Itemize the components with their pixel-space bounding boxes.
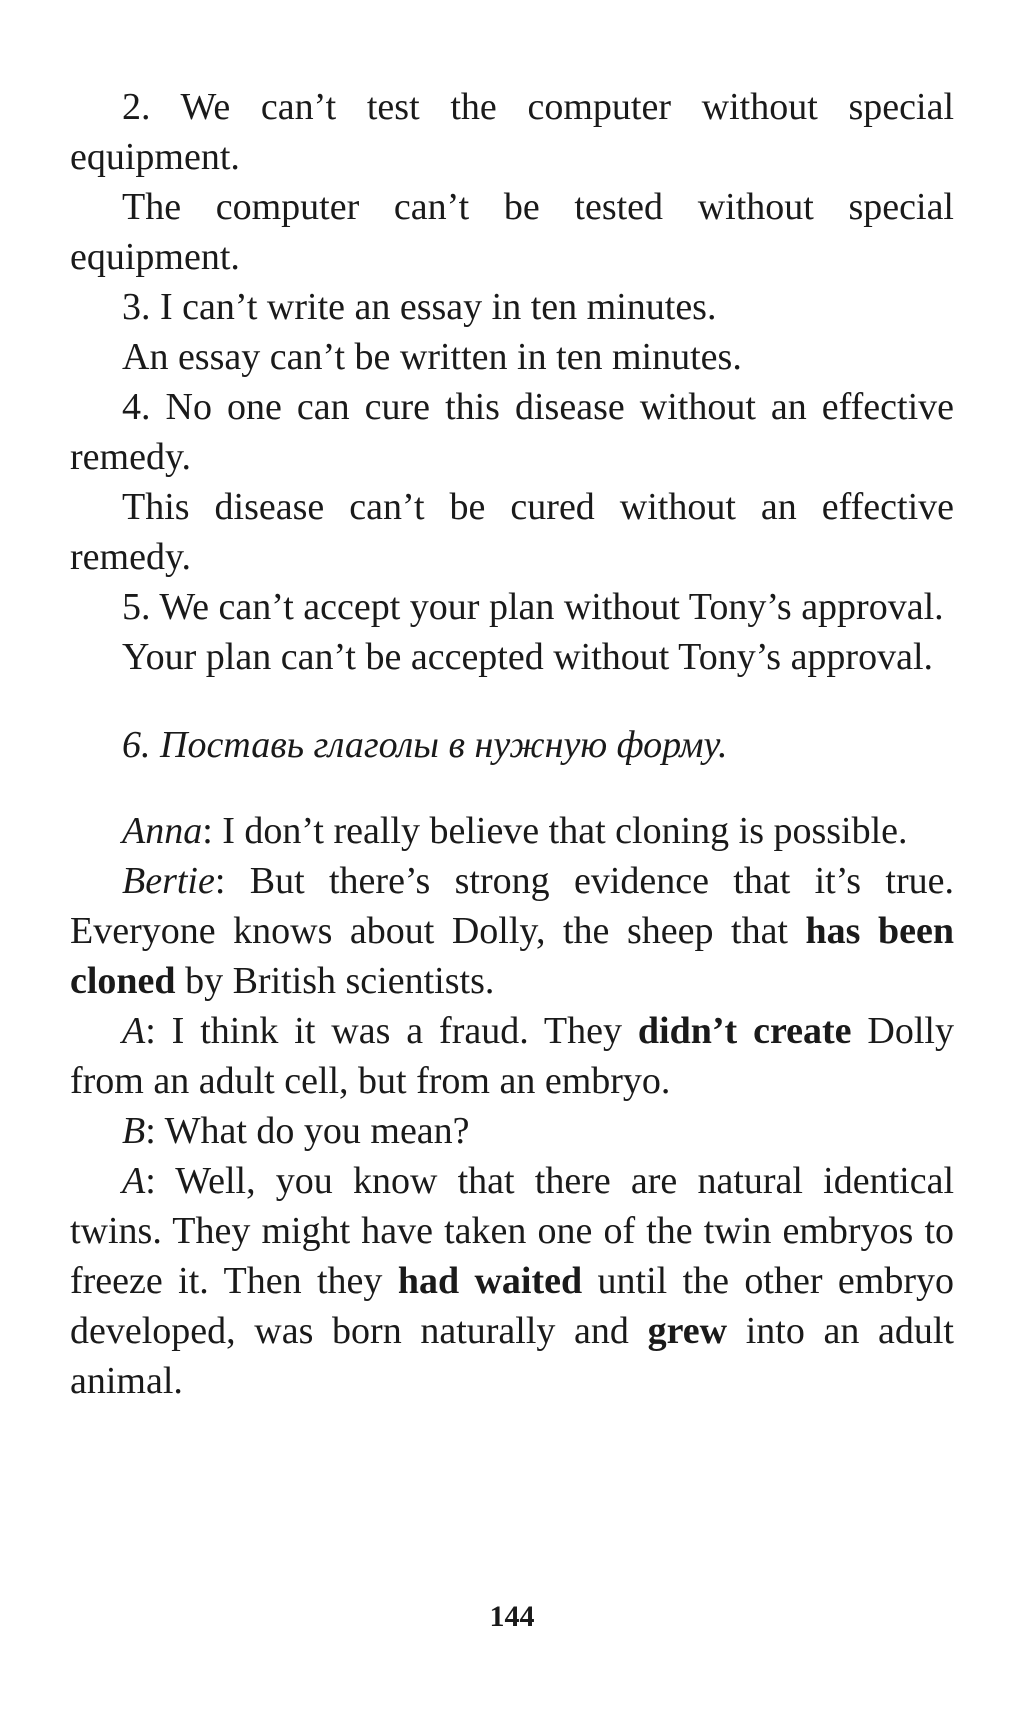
dialogue-text: until the other embryo developed, was born naturally and: [70, 1260, 954, 1352]
sentence-2-passive: The computer can’t be tested without special equipment.: [70, 186, 954, 278]
dialogue-text: : I don’t really believe that cloning is possible.: [202, 810, 908, 852]
dialogue-text: : What do you mean?: [145, 1110, 470, 1152]
speaker-name: Bertie: [122, 860, 215, 902]
speaker-name: B: [122, 1110, 146, 1152]
sentence-4-active: 4. No one can cure this disease without an effective remedy.: [70, 386, 954, 478]
sentence-4-passive: This disease can’t be cured without an effective remedy.: [70, 486, 954, 578]
answer-verb: didn’t create: [637, 1010, 852, 1052]
dialogue-text: into an adult animal.: [70, 1310, 954, 1402]
dialogue-line: [70, 1006, 954, 1106]
sentence-5-passive: Your plan can’t be accepted without Tony’s approval.: [122, 636, 934, 678]
speaker-name: A: [122, 1160, 146, 1202]
sentence-5-active: 5. We can’t accept your plan without Tony’s approval.: [122, 586, 944, 628]
dialogue-line: [70, 806, 954, 856]
sentence-2-active: 2. We can’t test the computer without special equipment.: [70, 86, 954, 178]
dialogue-line: [70, 856, 954, 1006]
speaker-name: A: [122, 1010, 146, 1052]
page-content: [70, 82, 954, 1406]
dialogue-line: [70, 1156, 954, 1406]
dialogue-text: by British scientists.: [175, 960, 495, 1002]
speaker-name: Anna: [122, 810, 203, 852]
dialogue-text: : But there’s strong evidence that it’s true. Everyone knows about Dolly, the sheep that: [70, 860, 954, 952]
dialogue-text: Dolly from an adult cell, but from an embryo.: [70, 1010, 954, 1102]
answer-verb: grew: [647, 1310, 728, 1352]
sentence-3-active: 3. I can’t write an essay in ten minutes.: [122, 286, 717, 328]
answer-verb: had waited: [397, 1260, 583, 1302]
page-number: 144: [489, 1600, 535, 1633]
sentence-3-passive: An essay can’t be written in ten minutes.: [122, 336, 742, 378]
dialogue-line: [70, 1106, 954, 1156]
dialogue-text: : I think it was a fraud. They: [145, 1010, 638, 1052]
answer-verb: has been cloned: [70, 910, 954, 1002]
dialogue-text: : Well, you know that there are natural identical twins. They might have taken one of the twin embryos to freeze it. Then they: [70, 1160, 954, 1302]
exercise-title: 6. Поставь глаголы в нужную форму.: [122, 724, 728, 766]
